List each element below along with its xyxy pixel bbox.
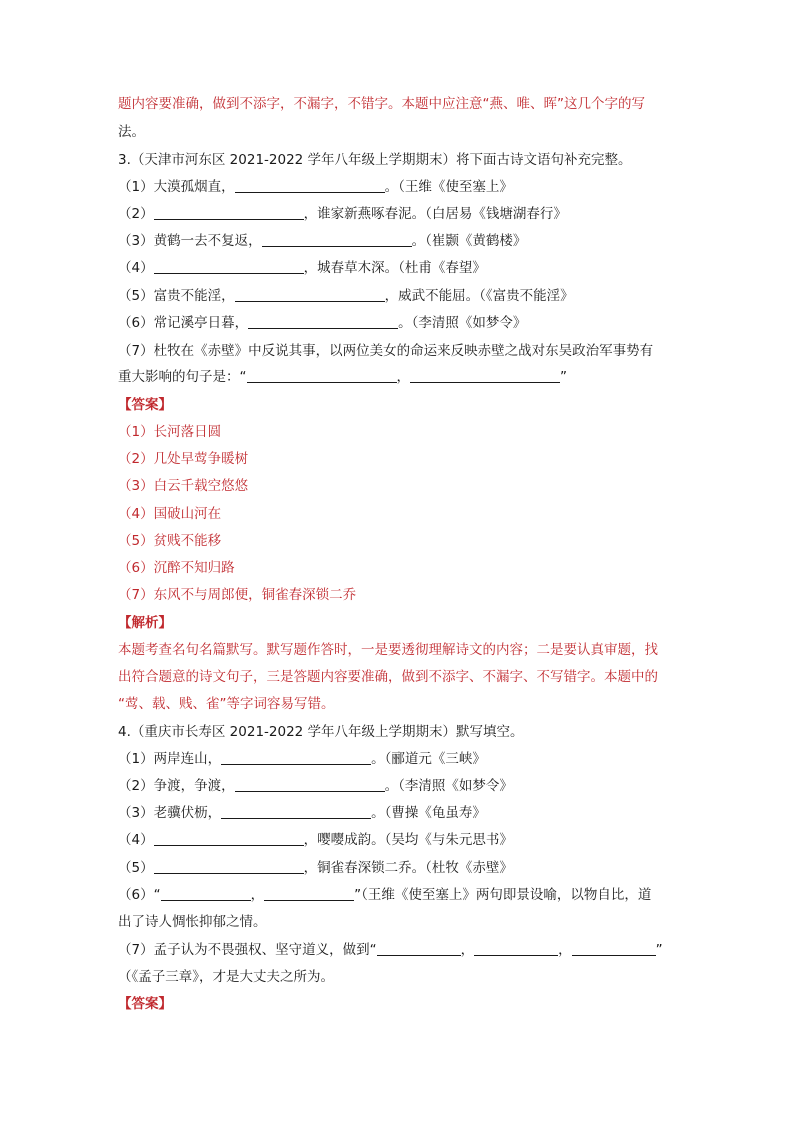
answer-blank[interactable] [572, 941, 656, 956]
answer-line-1: （1）长河落日圆 [118, 424, 222, 440]
answer-blank[interactable] [235, 287, 385, 302]
analysis-line-3: “莺、载、贱、雀”等字词容易写错。 [118, 696, 335, 712]
answer-blank[interactable] [247, 368, 397, 383]
question-4-item-2: （2）争渡，争渡， 。（李清照《如梦令》 [118, 778, 513, 794]
answer-blank[interactable] [410, 368, 560, 383]
answer-line-7: （7）东风不与周郎便，铜雀春深锁二乔 [118, 587, 357, 603]
answer-blank[interactable] [154, 831, 304, 846]
question-3-item-7-line-1: （7）杜牧在《赤壁》中反说其事，以两位美女的命运来反映赤壁之战对东吴政治军事势有 [118, 343, 654, 359]
question-3-item-1: （1）大漠孤烟直， 。（王维《使至塞上》 [118, 179, 513, 195]
answer-line-5: （5）贫贱不能移 [118, 533, 222, 549]
answer-blank[interactable] [248, 314, 398, 329]
question-4-item-7: （7）孟子认为不畏强权、坚守道义，做到“ ， ， ” [118, 942, 663, 958]
question-4-stem: 4.（重庆市长寿区 2021-2022 学年八年级上学期期末）默写填空。 [118, 724, 524, 740]
question-3-item-2: （2） ，谁家新燕啄春泥。（白居易《钱塘湖春行》 [118, 206, 567, 222]
answer-blank[interactable] [235, 178, 385, 193]
answer-blank[interactable] [161, 886, 251, 901]
question-4-item-3: （3）老骥伏枥， 。（曹操《龟虽寿》 [118, 805, 486, 821]
question-4-item-6-line-2: 出了诗人惆怅抑郁之情。 [118, 914, 267, 930]
question-4-item-7-line-2: （《孟子三章》，才是大丈夫之所为。 [118, 969, 334, 985]
question-3-item-6: （6）常记溪亭日暮， 。（李清照《如梦令》 [118, 315, 527, 331]
question-4-item-1: （1）两岸连山， 。（郦道元《三峡》 [118, 751, 486, 767]
answer-blank[interactable] [221, 804, 371, 819]
question-4-item-6: （6）“ ， ”（王维《使至塞上》两句即景设喻，以物自比，道 [118, 887, 652, 903]
question-3-item-3: （3）黄鹤一去不复返， 。（崔颢《黄鹤楼》 [118, 233, 527, 249]
question-4-item-4: （4） ，嘤嘤成韵。（吴均《与朱元思书》 [118, 832, 513, 848]
intro-line-1: 题内容要准确，做到不添字，不漏字，不错字。本题中应注意“燕、唯、晖”这几个字的写 [118, 96, 645, 112]
question-3-stem: 3.（天津市河东区 2021-2022 学年八年级上学期期末）将下面古诗文语句补充完整。 [118, 152, 632, 168]
answer-blank[interactable] [264, 886, 354, 901]
answer-blank[interactable] [154, 259, 304, 274]
answer-blank[interactable] [154, 205, 304, 220]
question-3-item-5: （5）富贵不能淫， ，威武不能屈。（《富贵不能淫》 [118, 288, 574, 304]
question-3-item-7-line-2: 重大影响的句子是：“ ， ” [118, 369, 567, 385]
question-4-item-5: （5） ，铜雀春深锁二乔。（杜牧《赤壁》 [118, 860, 513, 876]
answer-line-6: （6）沉醉不知归路 [118, 560, 235, 576]
answer-blank[interactable] [235, 777, 385, 792]
answer-blank[interactable] [154, 859, 304, 874]
analysis-header: 【解析】 [118, 615, 172, 631]
intro-line-2: 法。 [118, 124, 145, 140]
answer-line-2: （2）几处早莺争暖树 [118, 451, 249, 467]
answer-blank[interactable] [262, 232, 412, 247]
answer-line-4: （4）国破山河在 [118, 506, 222, 522]
question-3-item-4: （4） ，城春草木深。（杜甫《春望》 [118, 260, 486, 276]
answer-blank[interactable] [221, 750, 371, 765]
answer-header-q4: 【答案】 [118, 996, 172, 1012]
answer-header: 【答案】 [118, 397, 172, 413]
analysis-line-1: 本题考查名句名篇默写。默写题作答时，一是要透彻理解诗文的内容；二是要认真审题，找 [118, 642, 658, 658]
answer-line-3: （3）白云千载空悠悠 [118, 478, 249, 494]
analysis-line-2: 出符合题意的诗文句子，三是答题内容要准确，做到不添字、不漏字、不写错字。本题中的 [118, 669, 658, 685]
answer-blank[interactable] [474, 941, 558, 956]
answer-blank[interactable] [377, 941, 461, 956]
